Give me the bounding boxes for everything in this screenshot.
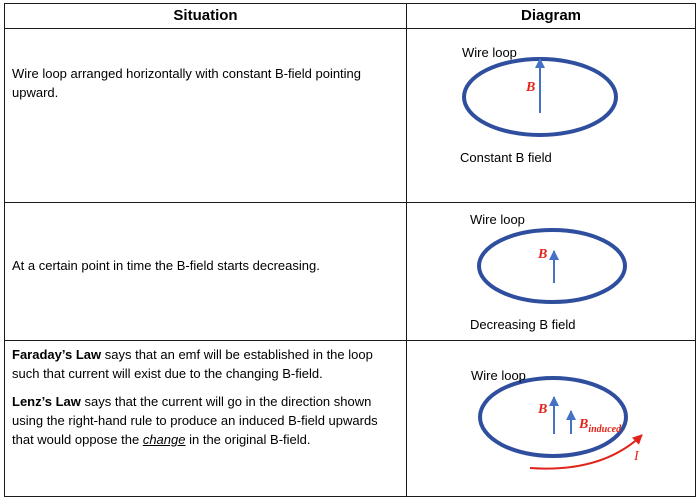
lenz-law-term: Lenz’s Law <box>12 394 81 409</box>
b-field-label: B <box>538 247 548 262</box>
lenz-law-paragraph <box>12 392 400 449</box>
b-field-label: B <box>526 80 536 95</box>
b-induced-base: B <box>579 417 589 432</box>
row-3-diagram <box>407 341 695 498</box>
faraday-law-term: Faraday’s Law <box>12 347 102 362</box>
faraday-law-text: says that an emf will be established in the loop such that current will exist due to the changing B-field. <box>12 347 373 381</box>
header-situation: Situation <box>173 7 238 24</box>
comparison-table <box>4 3 696 497</box>
row-1-situation-text: Wire loop arranged horizontally with constant B-field pointing upward. <box>12 66 362 100</box>
constant-b-field-label: Constant B field <box>460 150 552 165</box>
wire-loop-shape <box>479 230 625 302</box>
wire-loop-label: Wire loop <box>470 212 525 227</box>
row-2-situation-text: At a certain point in time the B-field starts decreasing. <box>12 258 320 273</box>
row-3-situation <box>12 345 400 449</box>
row-2-situation <box>12 256 400 275</box>
b-induced-subscript: induced <box>588 423 622 435</box>
wire-loop-label: Wire loop <box>471 368 526 383</box>
lenz-law-text: says that the current will go in the direction shown using the right-hand rule to produce an induced B-field upwards that would oppose the <box>12 394 378 447</box>
decreasing-b-field-label: Decreasing B field <box>470 317 576 332</box>
faraday-law-paragraph <box>12 345 400 383</box>
b-induced-label <box>579 417 621 435</box>
current-label: I <box>634 449 639 464</box>
row-3-diagram-svg <box>407 341 695 498</box>
lenz-law-text-end: in the original B-field. <box>185 432 311 447</box>
row-1-diagram <box>407 29 695 202</box>
row-1-diagram-svg <box>407 29 695 202</box>
wire-loop-label: Wire loop <box>462 45 517 60</box>
header-diagram: Diagram <box>520 7 582 24</box>
change-emphasis: change <box>142 432 186 447</box>
b-field-label: B <box>538 402 548 417</box>
row-2-diagram <box>407 203 695 340</box>
row-1-situation <box>12 64 400 102</box>
